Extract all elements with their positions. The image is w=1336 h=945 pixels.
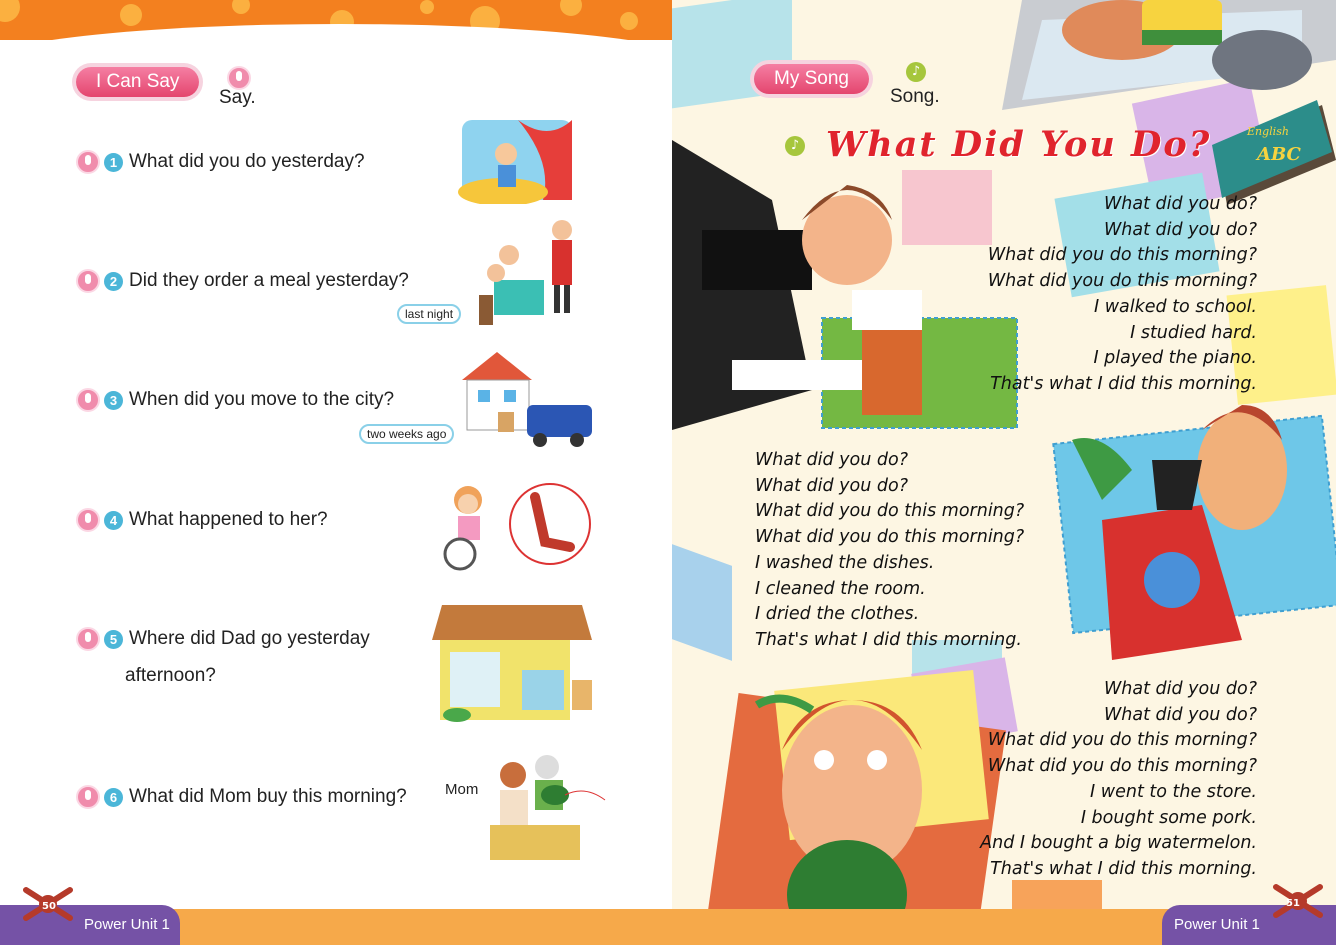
question-5: [76, 627, 370, 651]
music-note-icon: ♪: [785, 136, 805, 156]
restaurant-illustration: [474, 215, 584, 330]
question-4: [76, 508, 328, 532]
dishes-sink-illustration: [1002, 0, 1336, 110]
lyric-line: What did you do this morning?: [987, 756, 1257, 777]
hint-badge: two weeks ago: [359, 424, 454, 444]
lyric-line: What did you do?: [1103, 679, 1257, 699]
book-letters: ABC: [1257, 144, 1301, 165]
instruction-text: Say.: [219, 87, 256, 108]
microphone-icon: [76, 627, 100, 651]
lyric-line: What did you do this morning?: [987, 730, 1257, 751]
man-drying-clothes-illustration: [1042, 400, 1336, 670]
lyric-line: I walked to school.: [1094, 296, 1257, 317]
microphone-icon: [76, 785, 100, 809]
lyric-line: What did you do this morning?: [987, 245, 1257, 266]
lyric-line: What did you do?: [1103, 704, 1257, 725]
question-text-continued: afternoon?: [125, 665, 216, 686]
question-text: What did Mom buy this morning?: [129, 786, 407, 807]
question-2: [76, 269, 409, 293]
question-number: 6: [104, 788, 123, 807]
lyric-line: What did you do this morning?: [755, 501, 1025, 522]
song-verse-2: [755, 448, 1024, 654]
wheelchair-girl-illustration: [440, 482, 595, 572]
grocery-store-illustration: [432, 600, 597, 725]
lyric-line: That's what I did this morning.: [990, 858, 1257, 879]
lyric-line: I dried the clothes.: [755, 604, 920, 625]
question-text: Did they order a meal yesterday?: [129, 270, 409, 291]
lyric-line: And I bought a big watermelon.: [980, 833, 1257, 854]
stage-performance-illustration: [458, 112, 576, 204]
lyric-line: What did you do this morning?: [987, 271, 1257, 292]
shopping-illustration: [485, 755, 610, 865]
lyric-line: I went to the store.: [1090, 781, 1257, 802]
lyric-line: That's what I did this morning.: [755, 629, 1022, 650]
mom-label: Mom: [445, 781, 479, 798]
section-label: My Song: [754, 64, 869, 94]
song-verse-1: [988, 192, 1257, 398]
question-number: 1: [104, 153, 123, 172]
lyric-line: I bought some pork.: [1080, 807, 1257, 828]
lyric-line: That's what I did this morning.: [990, 373, 1257, 394]
lyric-line: I cleaned the room.: [755, 578, 926, 599]
instruction-text: Song.: [890, 86, 940, 107]
question-3: [76, 388, 394, 412]
lyric-line: What did you do?: [1103, 194, 1257, 214]
moving-house-illustration: [452, 350, 597, 450]
question-1: [76, 150, 365, 174]
question-text: What did you do yesterday?: [129, 151, 365, 172]
footer-unit-label: Power Unit 1: [0, 905, 180, 945]
piano-girl-illustration: [672, 140, 1022, 430]
lyric-line: What did you do?: [1103, 219, 1257, 240]
section-label: I Can Say: [76, 67, 199, 97]
lyric-line: What did you do?: [755, 475, 909, 496]
lyric-line: I washed the dishes.: [755, 552, 935, 573]
lyric-line: I played the piano.: [1093, 348, 1257, 369]
question-number: 5: [104, 630, 123, 649]
microphone-icon: [76, 388, 100, 412]
lyric-line: What did you do this morning?: [755, 527, 1025, 548]
song-title: What Did You Do?: [826, 124, 1212, 165]
page-number: 50: [42, 901, 56, 912]
lyric-line: I studied hard.: [1130, 322, 1257, 343]
question-text: When did you move to the city?: [129, 389, 395, 410]
music-note-icon: ♪: [906, 62, 926, 82]
question-number: 2: [104, 272, 123, 291]
question-text: Where did Dad go yesterday: [129, 628, 370, 649]
question-number: 3: [104, 391, 123, 410]
decor-shape: [672, 544, 732, 661]
lyric-line: What did you do?: [755, 450, 909, 470]
question-6: [76, 785, 407, 809]
book-label: English: [1247, 125, 1289, 138]
song-verse-3: [980, 677, 1257, 883]
footer-unit-label: Power Unit 1: [1162, 905, 1336, 945]
microphone-icon: [76, 150, 100, 174]
microphone-icon: [76, 508, 100, 532]
question-text: What happened to her?: [129, 509, 328, 530]
hint-badge: last night: [397, 304, 461, 324]
question-number: 4: [104, 511, 123, 530]
microphone-icon: [76, 269, 100, 293]
page-number: 51: [1286, 898, 1300, 909]
